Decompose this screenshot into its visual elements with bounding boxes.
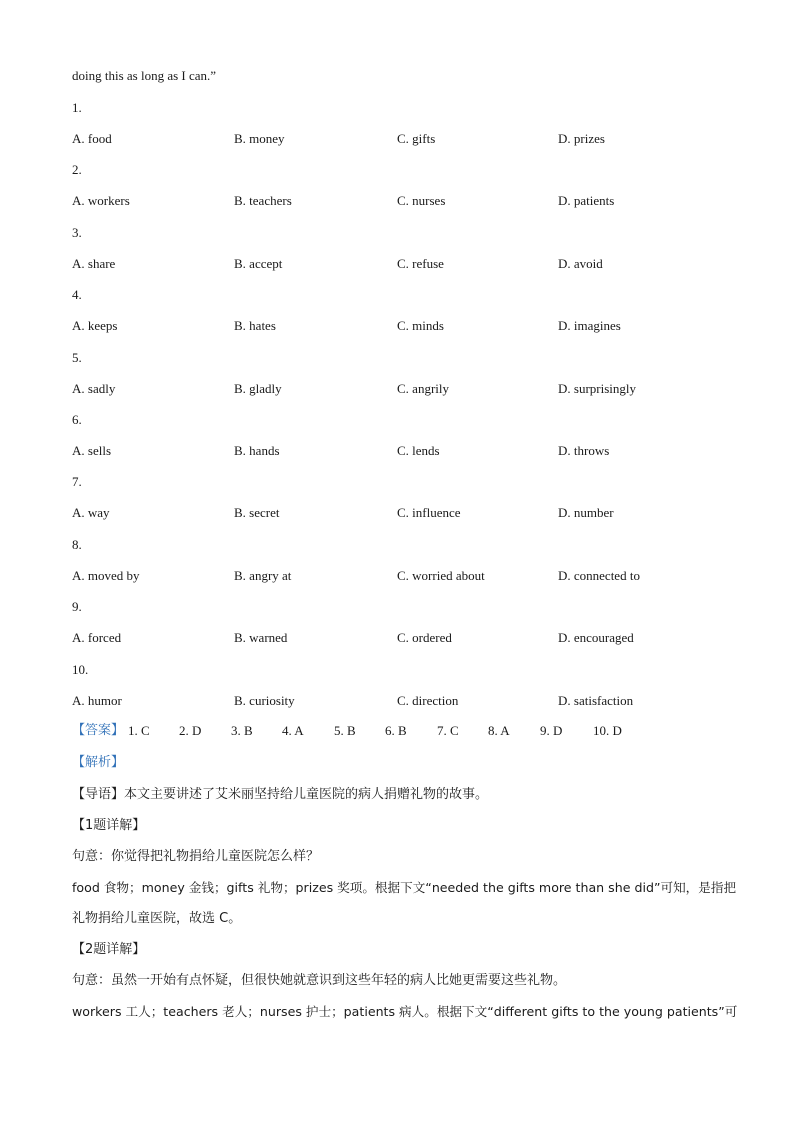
- option-d: D. patients: [558, 193, 615, 208]
- option-d: D. avoid: [558, 256, 603, 271]
- option-row: [72, 630, 722, 646]
- question-number: 3.: [72, 225, 82, 240]
- option-b: B. curiosity: [234, 693, 295, 708]
- q2-heading: 【2题详解】: [72, 942, 146, 957]
- option-c: C. gifts: [397, 131, 436, 146]
- question-number: 4.: [72, 287, 82, 302]
- analysis-label: 【解析】: [72, 755, 125, 770]
- option-a: A. share: [72, 256, 116, 271]
- question-number: 6.: [72, 412, 82, 427]
- option-row: [72, 381, 722, 397]
- answer-item: 8. A: [488, 723, 510, 738]
- option-b: B. warned: [234, 630, 288, 645]
- option-d: D. number: [558, 505, 614, 520]
- question-number: 8.: [72, 537, 82, 552]
- option-a: A. sells: [72, 443, 111, 458]
- option-d: D. encouraged: [558, 630, 634, 645]
- option-d: D. connected to: [558, 568, 640, 583]
- guide-text: 【导语】本文主要讲述了艾米丽坚持给儿童医院的病人捐赠礼物的故事。: [72, 787, 489, 802]
- question-number: 10.: [72, 662, 89, 677]
- option-row: [72, 193, 722, 209]
- question-number: 2.: [72, 162, 82, 177]
- option-a: A. way: [72, 505, 110, 520]
- option-row: [72, 256, 722, 272]
- answer-item: 6. B: [385, 723, 407, 738]
- option-c: C. refuse: [397, 256, 444, 271]
- option-a: A. moved by: [72, 568, 140, 583]
- question-number: 1.: [72, 100, 82, 115]
- answer-item: 10. D: [593, 723, 622, 738]
- answer-item: 4. A: [282, 723, 304, 738]
- q1-meaning: 句意：你觉得把礼物捐给儿童医院怎么样？: [72, 849, 320, 864]
- option-c: C. minds: [397, 318, 444, 333]
- option-a: A. sadly: [72, 381, 116, 396]
- answer-item: 9. D: [540, 723, 563, 738]
- question-number: 5.: [72, 350, 82, 365]
- option-b: B. teachers: [234, 193, 292, 208]
- q2-meaning: 句意：虽然一开始有点怀疑，但很快她就意识到这些年轻的病人比她更需要这些礼物。: [72, 973, 567, 988]
- option-b: B. secret: [234, 505, 280, 520]
- answer-row: [72, 723, 722, 739]
- option-c: C. direction: [397, 693, 459, 708]
- option-row: [72, 505, 722, 521]
- option-d: D. satisfaction: [558, 693, 634, 708]
- option-a: A. food: [72, 131, 112, 146]
- option-a: A. workers: [72, 193, 130, 208]
- answer-item: 3. B: [231, 723, 253, 738]
- option-row: [72, 568, 722, 584]
- option-d: D. throws: [558, 443, 610, 458]
- option-d: D. imagines: [558, 318, 621, 333]
- answer-item: 1. C: [128, 723, 150, 738]
- option-d: D. surprisingly: [558, 381, 636, 396]
- question-number: 7.: [72, 474, 82, 489]
- option-c: C. angrily: [397, 381, 449, 396]
- option-b: B. angry at: [234, 568, 292, 583]
- answer-item: 7. C: [437, 723, 459, 738]
- option-b: B. hates: [234, 318, 276, 333]
- option-c: C. influence: [397, 505, 461, 520]
- option-c: C. lends: [397, 443, 440, 458]
- option-c: C. nurses: [397, 193, 446, 208]
- option-a: A. keeps: [72, 318, 118, 333]
- q1-explanation-line1: food 食物；money 金钱；gifts 礼物；prizes 奖项。根据下文“needed the gifts more than she did”可知，是指把: [72, 880, 737, 895]
- option-a: A. humor: [72, 693, 122, 708]
- option-row: [72, 318, 722, 334]
- option-b: B. accept: [234, 256, 283, 271]
- answer-label: 【答案】: [72, 723, 125, 738]
- q2-explanation-line1: workers 工人；teachers 老人；nurses 护士；patients 病人。根据下文“different gifts to the young patients”可: [72, 1004, 738, 1019]
- q1-heading: 【1题详解】: [72, 818, 146, 833]
- option-row: [72, 131, 722, 147]
- option-b: B. hands: [234, 443, 280, 458]
- option-d: D. prizes: [558, 131, 605, 146]
- q1-explanation-line2: 礼物捐给儿童医院，故选 C。: [72, 911, 242, 926]
- question-number: 9.: [72, 599, 82, 614]
- option-row: [72, 693, 722, 709]
- option-b: B. money: [234, 131, 285, 146]
- answer-item: 2. D: [179, 723, 202, 738]
- option-row: [72, 443, 722, 459]
- option-a: A. forced: [72, 630, 122, 645]
- option-b: B. gladly: [234, 381, 282, 396]
- answer-item: 5. B: [334, 723, 356, 738]
- passage-tail: doing this as long as I can.”: [72, 68, 217, 83]
- option-c: C. worried about: [397, 568, 485, 583]
- option-c: C. ordered: [397, 630, 452, 645]
